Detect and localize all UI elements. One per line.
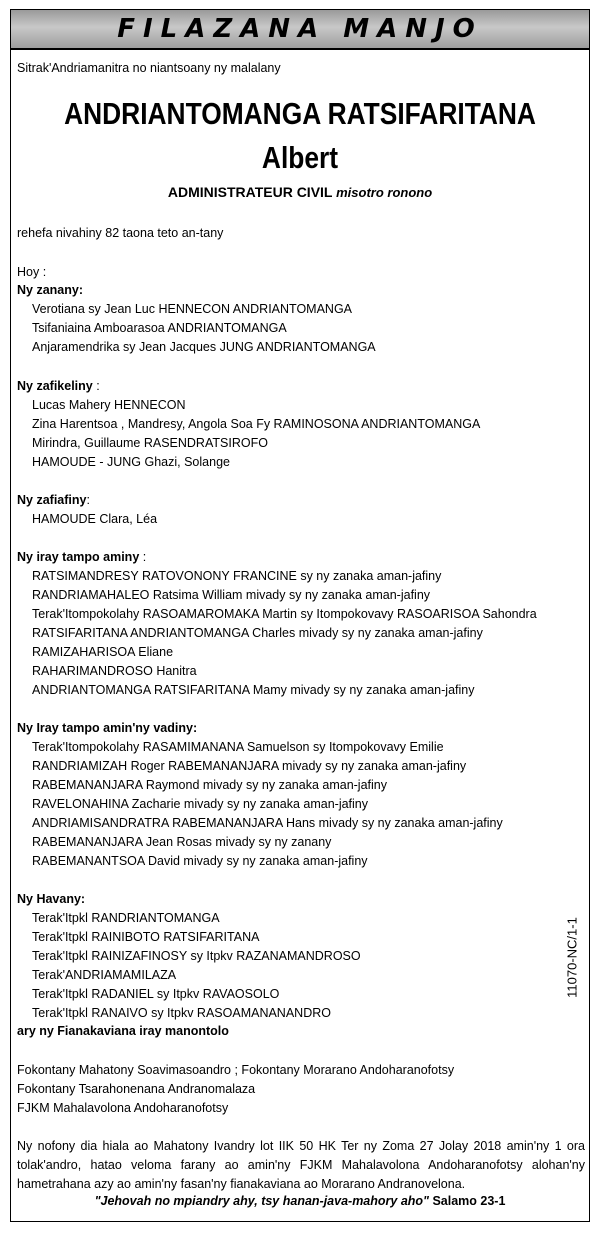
closing-quote <box>0 1194 600 1208</box>
list-item: Terak'Itpkl RAINIZAFINOSY sy Itpkv RAZANAMANDROSO <box>32 949 361 963</box>
list-item: Mirindra, Guillaume RASENDRATSIROFO <box>32 436 268 450</box>
list-item: Terak'Itompokolahy RASAMIMANANA Samuelson sy Itompokovavy Emilie <box>32 740 444 754</box>
fokontany-line: Fokontany Mahatony Soavimasoandro ; Fokontany Morarano Andoharanofotsy <box>17 1063 455 1077</box>
list-item: Terak'Itpkl RAINIBOTO RATSIFARITANA <box>32 930 260 944</box>
section-heading-havany: Ny Havany: <box>17 892 86 906</box>
list-item: RABEMANANJARA Jean Rosas mivady sy ny zanany <box>32 835 332 849</box>
quote-ref: Salamo 23-1 <box>428 1194 506 1208</box>
section-heading-zanany: Ny zanany: <box>17 283 83 297</box>
list-item: RABEMANANJARA Raymond mivady sy ny zanaka aman-jafiny <box>32 778 387 792</box>
intro-text: Sitrak'Andriamanitra no niantsoany ny malalany <box>17 61 281 75</box>
list-item: Tsifaniaina Amboarasoa ANDRIANTOMANGA <box>32 321 287 335</box>
section-heading-iray-tampo-vadiny: Ny Iray tampo amin'ny vadiny: <box>17 721 198 735</box>
list-item: Lucas Mahery HENNECON <box>32 398 186 412</box>
list-item: RANDRIAMIZAH Roger RABEMANANJARA mivady sy ny zanaka aman-jafiny <box>32 759 467 773</box>
list-item: ANDRIANTOMANGA RATSIFARITANA Mamy mivady sy ny zanaka aman-jafiny <box>32 683 475 697</box>
fokontany-line: FJKM Mahalavolona Andoharanofotsy <box>17 1101 229 1115</box>
list-item: RAVELONAHINA Zacharie mivady sy ny zanaka aman-jafiny <box>32 797 369 811</box>
hoy-label: Hoy : <box>17 265 47 279</box>
reference-code: 11070-NC/1-1 <box>564 917 580 998</box>
notice-header <box>11 10 589 50</box>
deceased-firstname: Albert <box>261 140 339 175</box>
list-item: ANDRIAMISANDRATRA RABEMANANJARA Hans mivady sy ny zanaka aman-jafiny <box>32 816 503 830</box>
reference-code-box <box>562 910 582 1010</box>
list-item: Zina Harentsoa , Mandresy, Angola Soa Fy RAMINOSONA ANDRIANTOMANGA <box>32 417 481 431</box>
section-heading-zafikeliny: Ny zafikeliny : <box>17 379 100 393</box>
list-item: Terak'Itpkl RADANIEL sy Itpkv RAVAOSOLO <box>32 987 280 1001</box>
list-item: RATSIFARITANA ANDRIANTOMANGA Charles mivady sy ny zanaka aman-jafiny <box>32 626 483 640</box>
list-item: Terak'Itpkl RANAIVO sy Itpkv RASOAMANANANDRO <box>32 1006 331 1020</box>
list-item: Terak'Itpkl RANDRIANTOMANGA <box>32 911 220 925</box>
fokontany-line: Fokontany Tsarahonenana Andranomalaza <box>17 1082 256 1096</box>
header-title: FILAZANA MANJO <box>117 14 483 44</box>
deceased-role <box>0 184 600 200</box>
family-closing: ary ny Fianakaviana iray manontolo <box>17 1024 229 1038</box>
section-heading-zafiafiny: Ny zafiafiny: <box>17 493 90 507</box>
list-item: Anjaramendrika sy Jean Jacques JUNG ANDRIANTOMANGA <box>32 340 376 354</box>
funeral-text: Ny nofony dia hiala ao Mahatony Ivandry lot IIK 50 HK Ter ny Zoma 27 Jolay 2018 amin'ny 1 ora tolak'andro, hatao veloma farany ao amin'ny FJKM Mahalavolona Andoharanofotsy alohan'ny hametrahana azy ao amin'ny fasan'ny fianakaviana ao Morarano Andranovelona. <box>17 1139 585 1191</box>
list-item: RAMIZAHARISOA Eliane <box>32 645 174 659</box>
role-title: ADMINISTRATEUR CIVIL <box>167 184 333 200</box>
age-text: rehefa nivahiny 82 taona teto an-tany <box>17 226 224 240</box>
list-item: Terak'ANDRIAMAMILAZA <box>32 968 177 982</box>
list-item: RAHARIMANDROSO Hanitra <box>32 664 197 678</box>
list-item: RABEMANANTSOA David mivady sy ny zanaka aman-jafiny <box>32 854 368 868</box>
role-note: misotro ronono <box>336 185 433 200</box>
list-item: RANDRIAMAHALEO Ratsima William mivady sy ny zanaka aman-jafiny <box>32 588 431 602</box>
deceased-surname: ANDRIANTOMANGA RATSIFARITANA <box>64 96 536 131</box>
quote-text: "Jehovah no mpiandry ahy, tsy hanan-java-mahory aho" <box>94 1194 429 1208</box>
list-item: Verotiana sy Jean Luc HENNECON ANDRIANTOMANGA <box>32 302 353 316</box>
list-item: HAMOUDE Clara, Léa <box>32 512 158 526</box>
list-item: Terak'Itompokolahy RASOAMAROMAKA Martin sy Itompokovavy RASOARISOA Sahondra <box>32 607 537 621</box>
list-item: RATSIMANDRESY RATOVONONY FRANCINE sy ny zanaka aman-jafiny <box>32 569 442 583</box>
section-heading-iray-tampo: Ny iray tampo aminy : <box>17 550 147 564</box>
list-item: HAMOUDE - JUNG Ghazi, Solange <box>32 455 230 469</box>
